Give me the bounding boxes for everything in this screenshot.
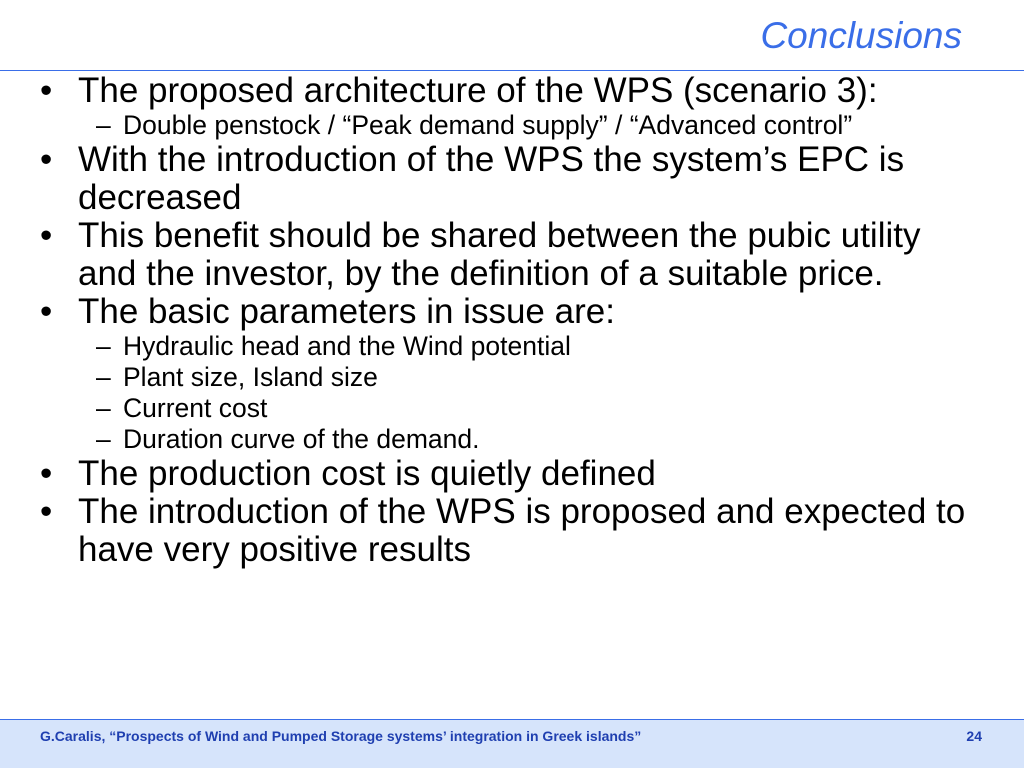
slide-footer bbox=[0, 719, 1024, 768]
sub-bullet-mark: – bbox=[96, 393, 111, 423]
bullet-text: The introduction of the WPS is proposed and expected to have very positive results bbox=[78, 492, 966, 569]
bullet-mark: • bbox=[40, 492, 53, 531]
bullet-mark: • bbox=[40, 292, 53, 331]
sub-bullet-mark: – bbox=[96, 110, 111, 140]
bullet-item bbox=[0, 141, 1024, 217]
bullet-text: This benefit should be shared between the pubic utility and the investor, by the definition of a suitable price. bbox=[78, 216, 921, 293]
bullet-item bbox=[0, 455, 1024, 493]
sub-bullet-text: Current cost bbox=[123, 393, 268, 423]
footer-citation: G.Caralis, “Prospects of Wind and Pumped Storage systems’ integration in Greek islands” bbox=[40, 728, 642, 744]
sub-bullet-mark: – bbox=[96, 362, 111, 392]
sub-bullet-text: Plant size, Island size bbox=[123, 362, 378, 392]
bullet-mark: • bbox=[40, 71, 53, 110]
bullet-text: With the introduction of the WPS the system’s EPC is decreased bbox=[78, 140, 905, 217]
sub-bullet-item bbox=[0, 393, 1024, 424]
bullet-list bbox=[0, 72, 1024, 569]
sub-bullet-mark: – bbox=[96, 331, 111, 361]
sub-bullet-item bbox=[0, 331, 1024, 362]
bullet-mark: • bbox=[40, 140, 53, 179]
bullet-text: The production cost is quietly defined bbox=[78, 454, 656, 493]
sub-bullet-text: Duration curve of the demand. bbox=[123, 424, 480, 454]
bullet-item bbox=[0, 493, 1024, 569]
sub-bullet-item bbox=[0, 110, 1024, 141]
sub-bullet-mark: – bbox=[96, 424, 111, 454]
bullet-mark: • bbox=[40, 216, 53, 255]
sub-bullet-text: Hydraulic head and the Wind potential bbox=[123, 331, 571, 361]
bullet-text: The basic parameters in issue are: bbox=[78, 292, 615, 331]
bullet-text: The proposed architecture of the WPS (scenario 3): bbox=[78, 71, 878, 110]
page-number: 24 bbox=[966, 728, 982, 744]
bullet-item bbox=[0, 72, 1024, 110]
bullet-item bbox=[0, 293, 1024, 331]
bullet-mark: • bbox=[40, 454, 53, 493]
bullet-item bbox=[0, 217, 1024, 293]
sub-bullet-text: Double penstock / “Peak demand supply” / “Advanced control” bbox=[123, 110, 853, 140]
sub-bullet-item bbox=[0, 362, 1024, 393]
sub-bullet-item bbox=[0, 424, 1024, 455]
slide-title: Conclusions bbox=[760, 15, 962, 56]
